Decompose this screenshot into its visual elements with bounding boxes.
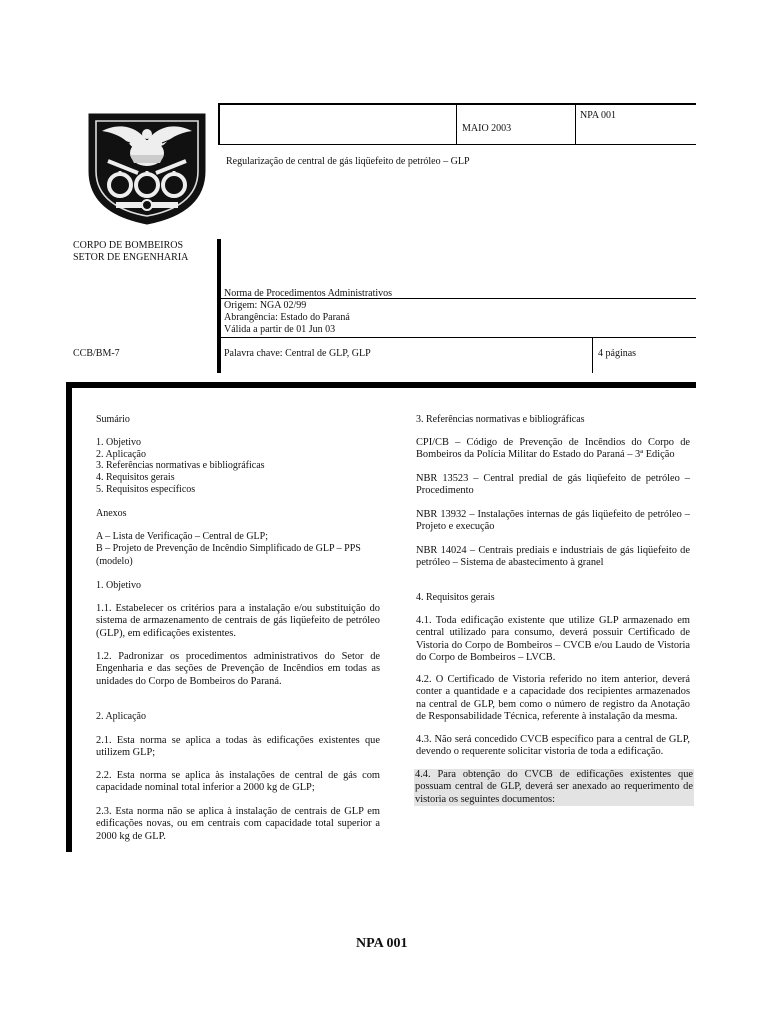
fire-brigade-crest-icon <box>86 111 208 225</box>
section-3-title: 3. Referências normativas e bibliográficas <box>416 414 585 425</box>
reference-nbr-13523: NBR 13523 – Central predial de gás liqüefeito de petróleo – Procedimento <box>416 473 690 497</box>
paragraph-2-3: 2.3. Esta norma não se aplica à instalação de centrais de GLP em edificações novas, ou em centrais com capacidade total superior a 2000 kg de GLP. <box>96 806 380 842</box>
keywords: Palavra chave: Central de GLP, GLP <box>224 348 371 359</box>
paragraph-2-2: 2.2. Esta norma se aplica às instalações de central de gás com capacidade nominal total inferior a 2000 kg de GLP; <box>96 770 380 794</box>
paragraph-1-2: 1.2. Padronizar os procedimentos administrativos do Setor de Engenharia e das seções de Prevenção de Incêndios em todas as unidades do Corpo de Bombeiros do Paraná. <box>96 651 380 687</box>
annex-list <box>96 531 386 568</box>
annex-item: B – Projeto de Prevenção de Incêndio Simplificado de GLP – PPS (modelo) <box>96 543 361 567</box>
section-1-title: 1. Objetivo <box>96 580 141 591</box>
paragraph-4-2: 4.2. O Certificado de Vistoria referido no item anterior, deverá conter a quantidade e a capacidade dos recipientes armazenados na central de GLP, bem como o número de registro da Anotação de Responsabilidade Técnica, referente à instalação da mesma. <box>416 674 690 723</box>
norm-valid: Válida a partir de 01 Jun 03 <box>224 324 336 335</box>
summary-item: 3. Referências normativas e bibliográficas <box>96 460 265 472</box>
footer-code: NPA 001 <box>356 936 408 951</box>
annex-title: Anexos <box>96 508 127 519</box>
norm-origin: Origem: NGA 02/99 <box>224 300 307 311</box>
org-department: SETOR DE ENGENHARIA <box>73 252 189 263</box>
summary-title: Sumário <box>96 414 130 425</box>
section-4-title: 4. Requisitos gerais <box>416 592 495 603</box>
header-code: NPA 001 <box>580 110 617 121</box>
norm-scope: Abrangência: Estado do Paraná <box>224 312 350 323</box>
summary-item: 4. Requisitos gerais <box>96 472 175 484</box>
summary-list <box>96 437 386 496</box>
org-name: CORPO DE BOMBEIROS <box>73 240 184 251</box>
reference-nbr-13932: NBR 13932 – Instalações internas de gás liqüefeito de petróleo – Projeto e execução <box>416 509 690 533</box>
header-date: MAIO 2003 <box>462 123 512 134</box>
paragraph-1-1: 1.1. Estabelecer os critérios para a instalação e/ou substituição do sistema de armazenamento de centrais de gás liqüefeito de petróleo (GLP), em edificações existentes. <box>96 603 380 639</box>
summary-item: 1. Objetivo <box>96 437 141 448</box>
reference-cpi: CPI/CB – Código de Prevenção de Incêndios do Corpo de Bombeiros da Polícia Militar do Estado do Paraná – 3ª Edição <box>416 437 690 461</box>
paragraph-4-3: 4.3. Não será concedido CVCB específico para a central de GLP, devendo o requerente solicitar vistoria de toda a edificação. <box>416 734 690 758</box>
section-2-title: 2. Aplicação <box>96 711 146 722</box>
summary-item: 5. Requisitos específicos <box>96 483 196 495</box>
paragraph-4-1: 4.1. Toda edificação existente que utilize GLP armazenado em central utilizado para consumo, deverá possuir Certificado de Vistoria do Corpo de Bombeiros – CVCB e/ou Laudo de Vistoria do Corpo de Bombeiros – LVCB. <box>416 615 690 664</box>
page-count: 4 páginas <box>598 348 637 359</box>
norm-type: Norma de Procedimentos Administrativos <box>224 288 393 299</box>
annex-item: A – Lista de Verificação – Central de GLP; <box>96 531 268 542</box>
reference-nbr-14024: NBR 14024 – Centrais prediais e industriais de gás liqüefeito de petróleo – Sistema de abastecimento à granel <box>416 545 690 569</box>
summary-item: 2. Aplicação <box>96 448 146 460</box>
document-title: Regularização de central de gás liqüefeito de petróleo – GLP <box>226 156 470 167</box>
paragraph-4-4: 4.4. Para obtenção do CVCB de edificações existentes que possuam central de GLP, deverá ser anexado ao requerimento de vistoria os seguintes documentos: <box>415 769 693 805</box>
document-ref: CCB/BM-7 <box>73 348 120 359</box>
paragraph-2-1: 2.1. Esta norma se aplica a todas às edificações existentes que utilizem GLP; <box>96 735 380 759</box>
